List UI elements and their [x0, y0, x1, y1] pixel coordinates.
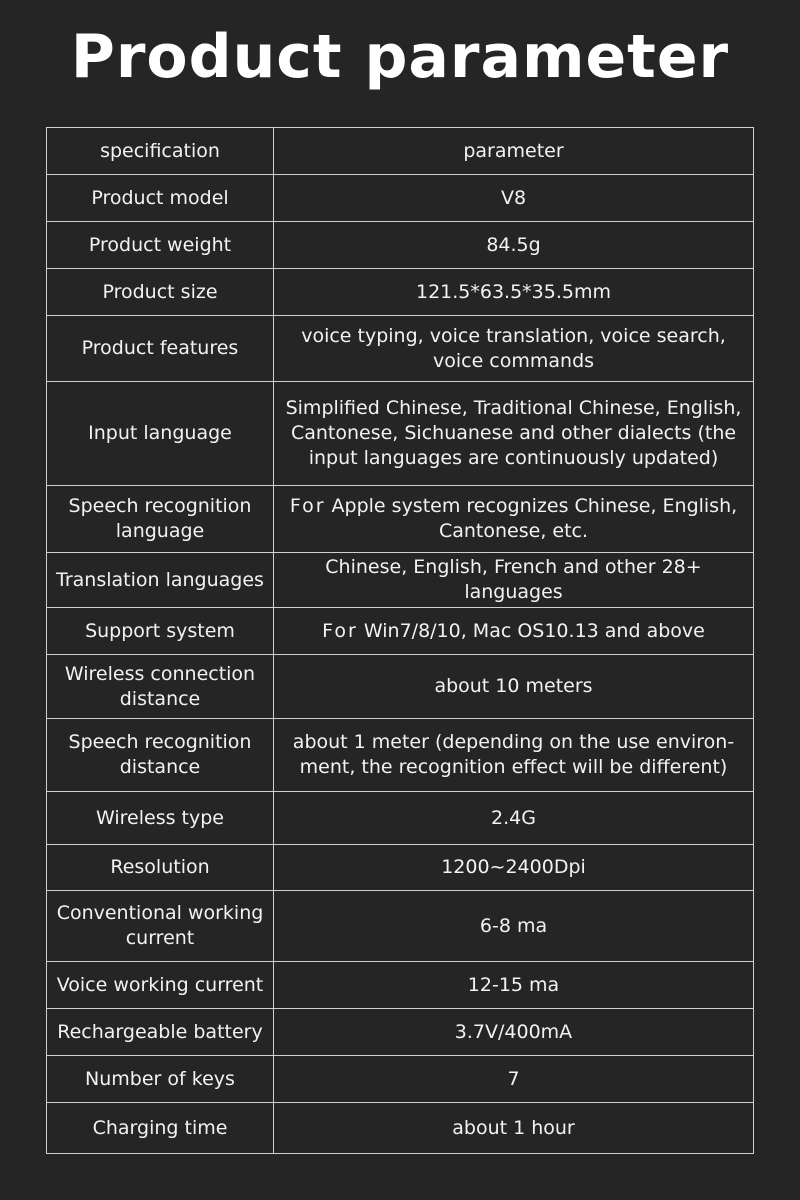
- spec-label: Support system: [47, 608, 274, 655]
- spec-value: [274, 608, 754, 655]
- table-row: [47, 891, 754, 962]
- spec-value: [274, 486, 754, 553]
- spec-label: Speech recognition distance: [47, 719, 274, 792]
- spec-label: Product size: [47, 269, 274, 316]
- header-parameter: parameter: [274, 128, 754, 175]
- spec-value: 121.5*63.5*35.5mm: [274, 269, 754, 316]
- spec-value-prefix: For: [322, 619, 358, 642]
- spec-label: Product model: [47, 175, 274, 222]
- table-row: [47, 792, 754, 845]
- spec-label: Speech recognition language: [47, 486, 274, 553]
- table-row: [47, 316, 754, 382]
- spec-value: 6-8 ma: [274, 891, 754, 962]
- spec-value: 3.7V/400mA: [274, 1009, 754, 1056]
- table-row: [47, 655, 754, 719]
- table-row: [47, 1103, 754, 1154]
- table-row: [47, 222, 754, 269]
- spec-table: [46, 127, 754, 1154]
- table-row: [47, 1009, 754, 1056]
- table-row: [47, 382, 754, 486]
- table-header-row: [47, 128, 754, 175]
- table-row: [47, 1056, 754, 1103]
- spec-label: Translation languages: [47, 553, 274, 608]
- spec-label: Product features: [47, 316, 274, 382]
- table-row: [47, 175, 754, 222]
- table-row: [47, 845, 754, 891]
- table-row: [47, 962, 754, 1009]
- spec-label: Rechargeable battery: [47, 1009, 274, 1056]
- spec-value: 1200~2400Dpi: [274, 845, 754, 891]
- spec-value: V8: [274, 175, 754, 222]
- spec-value: about 1 hour: [274, 1103, 754, 1154]
- spec-value-text: Apple system recognizes Chinese, English, Cantonese, etc.: [325, 495, 738, 542]
- spec-value: 2.4G: [274, 792, 754, 845]
- header-specification: specification: [47, 128, 274, 175]
- spec-value: about 1 meter (depending on the use environ-ment, the recognition effect will be different): [274, 719, 754, 792]
- spec-label: Wireless type: [47, 792, 274, 845]
- table-row: [47, 486, 754, 553]
- spec-label: Number of keys: [47, 1056, 274, 1103]
- spec-value: 84.5g: [274, 222, 754, 269]
- spec-value: Simplified Chinese, Traditional Chinese, English, Cantonese, Sichuanese and other dialects (the input languages are continuously updated): [274, 382, 754, 486]
- spec-label: Charging time: [47, 1103, 274, 1154]
- table-row: [47, 553, 754, 608]
- spec-label: Input language: [47, 382, 274, 486]
- spec-label: Resolution: [47, 845, 274, 891]
- spec-label: Conventional working current: [47, 891, 274, 962]
- spec-value: about 10 meters: [274, 655, 754, 719]
- spec-value-prefix: For: [289, 495, 326, 517]
- table-row: [47, 608, 754, 655]
- table-row: [47, 719, 754, 792]
- spec-value: 7: [274, 1056, 754, 1103]
- spec-value: 12-15 ma: [274, 962, 754, 1009]
- spec-label: Voice working current: [47, 962, 274, 1009]
- spec-value-text: Win7/8/10, Mac OS10.13 and above: [357, 619, 705, 642]
- spec-value: voice typing, voice translation, voice search, voice commands: [274, 316, 754, 382]
- page-title: Product parameter: [70, 22, 730, 92]
- spec-label: Product weight: [47, 222, 274, 269]
- spec-value: Chinese, English, French and other 28+ languages: [274, 553, 754, 608]
- spec-label: Wireless connection distance: [47, 655, 274, 719]
- table-row: [47, 269, 754, 316]
